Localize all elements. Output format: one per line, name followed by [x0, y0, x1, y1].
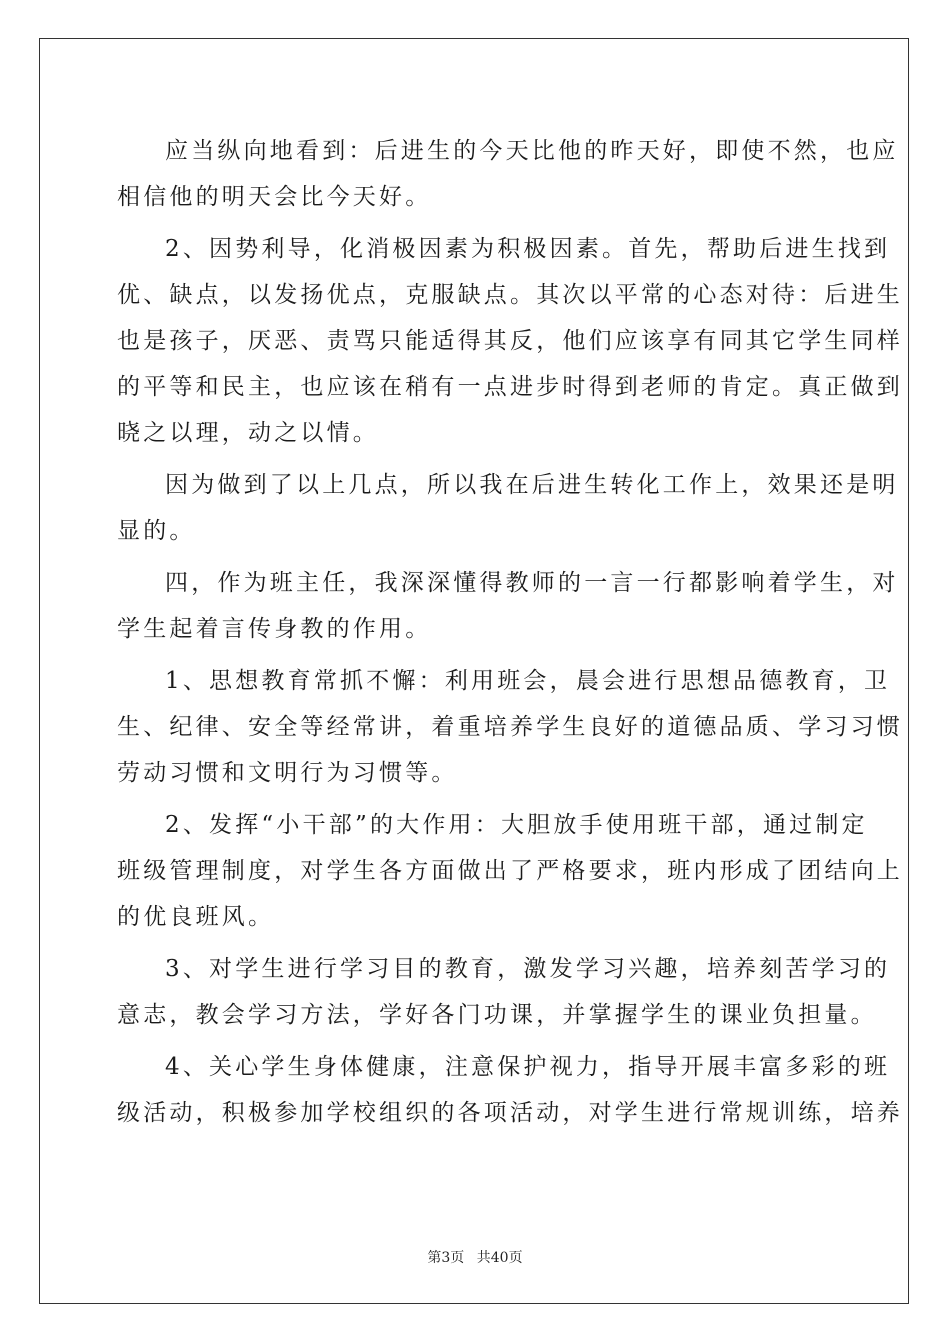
text-line: 级活动，积极参加学校组织的各项活动，对学生进行常规训练，培养: [117, 1100, 903, 1126]
paragraph: [117, 226, 903, 456]
text-line: 生、纪律、安全等经常讲，着重培养学生良好的道德品质、学习习惯: [117, 714, 903, 740]
text-line: 也是孩子，厌恶、责骂只能适得其反，他们应该享有同其它学生同样: [117, 328, 903, 354]
paragraph: [117, 946, 891, 1038]
text-line: 2、发挥“小干部”的大作用：大胆放手使用班干部，通过制定: [165, 812, 868, 838]
text-line: 的优良班风。: [117, 904, 275, 930]
text-line: 相信他的明天会比今天好。: [117, 184, 432, 210]
text-line: 晓之以理，动之以情。: [117, 420, 379, 446]
paragraph: [117, 128, 899, 220]
text-line: 1、思想教育常抓不懈：利用班会，晨会进行思想品德教育，卫: [165, 668, 891, 694]
text-line: 优、缺点，以发扬优点，克服缺点。其次以平常的心态对待：后进生: [117, 282, 903, 308]
text-line: 班级管理制度，对学生各方面做出了严格要求，班内形成了团结向上: [117, 858, 903, 884]
text-line: 3、对学生进行学习目的教育，激发学习兴趣，培养刻苦学习的: [165, 956, 891, 982]
text-line: 4、关心学生身体健康，注意保护视力，指导开展丰富多彩的班: [165, 1054, 891, 1080]
text-line: 意志，教会学习方法，学好各门功课，并掌握学生的课业负担量。: [117, 1002, 877, 1028]
paragraph: [117, 560, 899, 652]
page-number: 第3页: [427, 1250, 465, 1266]
text-line: 的平等和民主，也应该在稍有一点进步时得到老师的肯定。真正做到: [117, 374, 903, 400]
paragraph: [117, 658, 903, 796]
document-body: [117, 128, 903, 1136]
paragraph: [117, 462, 899, 554]
text-line: 2、因势利导，化消极因素为积极因素。首先，帮助后进生找到: [165, 236, 891, 262]
page-footer: [0, 1247, 950, 1267]
paragraph: [117, 802, 903, 940]
text-line: 四，作为班主任，我深深懂得教师的一言一行都影响着学生，对: [165, 570, 899, 596]
text-line: 显的。: [117, 518, 196, 544]
paragraph: [117, 1044, 903, 1136]
text-line: 因为做到了以上几点，所以我在后进生转化工作上，效果还是明: [165, 472, 899, 498]
text-line: 应当纵向地看到：后进生的今天比他的昨天好，即使不然，也应: [165, 138, 899, 164]
text-line: 劳动习惯和文明行为习惯等。: [117, 760, 458, 786]
text-line: 学生起着言传身教的作用。: [117, 616, 432, 642]
page-total: 共40页: [476, 1250, 523, 1266]
